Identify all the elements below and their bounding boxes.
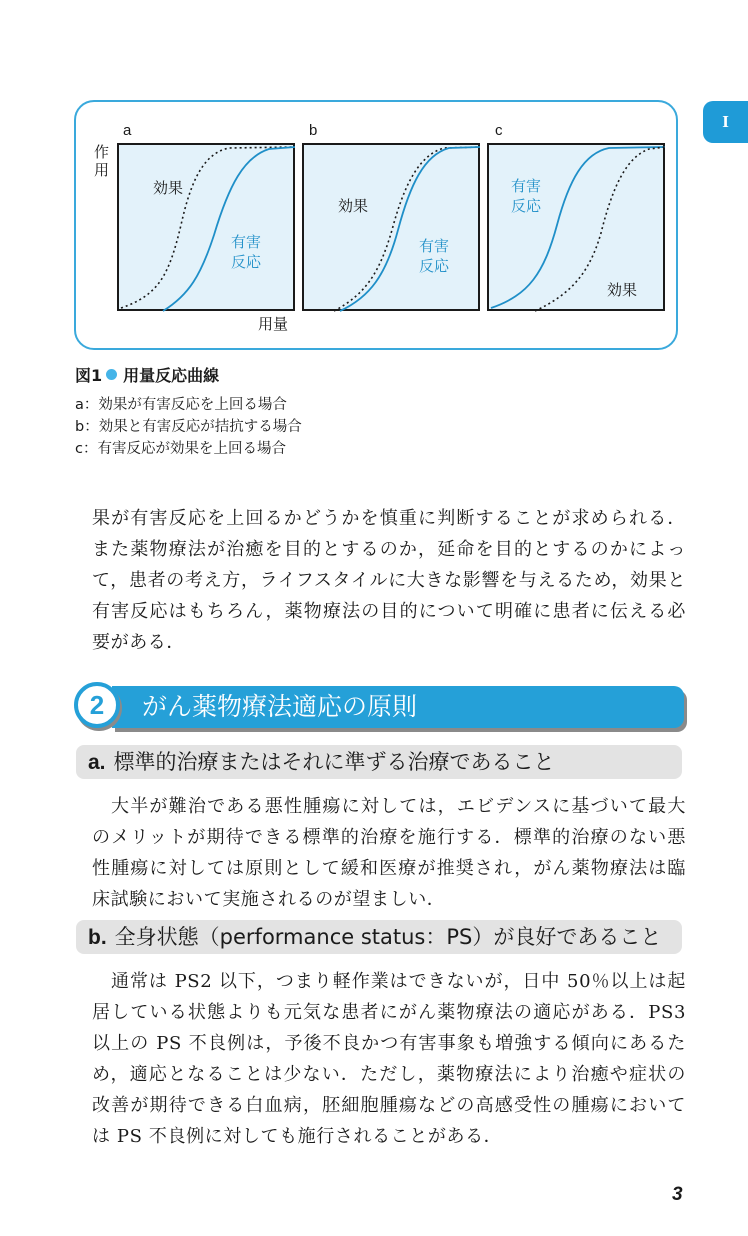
subsection-a-title: 標準的治療またはそれに準ずる治療であること [113,750,555,774]
figure-note-b: b：効果と有害反応が拮抗する場合 [75,419,302,435]
x-axis-label: 用量 [258,315,289,333]
subsection-b-title: 全身状態（performance status：PS）が良好であること [114,925,662,949]
panel-a-effect-curve [121,147,295,308]
caption-dot-icon [106,369,117,380]
panel-a-adverse-label-2: 反応 [231,253,262,271]
panel-b-adverse-curve [340,147,480,311]
panel-b-effect-curve [334,147,480,311]
panel-c-adverse-curve [491,147,665,308]
page-number: 3 [672,1184,683,1205]
section-title: がん薬物療法適応の原則 [142,692,418,721]
figure-caption [75,363,219,386]
y-axis-label: 作用 [94,143,110,179]
panel-c-letter: c [495,122,503,139]
chapter-tab: I [703,101,748,143]
panel-b [302,143,480,311]
panel-a-effect-label: 効果 [153,179,184,197]
intro-paragraph: 果が有害反応を上回るかどうかを慎重に判断することが求められる．また薬物療法が治癒を目的とするのか，延命を目的とするのかによって，患者の考え方，ライフスタイルに大きな影響を与えるため，効果と有害反応はもちろん，薬物療法の目的について明確に患者に伝える必要がある． [92,508,686,653]
panel-a-letter: a [123,122,132,139]
subsection-a-body: 大半が難治である悪性腫瘍に対しては，エビデンスに基づいて最大のメリットが期待できる標準的治療を施行する．標準的治療のない悪性腫瘍に対しては原則として緩和医療が推奨され，がん薬物療法は臨床試験において実施されるのが望ましい． [92,796,686,910]
figure-note-c: c：有害反応が効果を上回る場合 [75,441,286,457]
panel-c-effect-curve [535,147,665,311]
panel-b-curves [304,145,482,313]
figure-note-a: a：効果が有害反応を上回る場合 [75,397,287,413]
panel-c-curves [489,145,667,313]
section-number: 2 [74,682,120,728]
panel-a-curves [119,145,297,313]
panel-a-adverse-label-1: 有害 [231,233,262,251]
panel-b-letter: b [309,122,318,139]
subsection-a-heading [88,745,555,779]
panel-c-adverse-label-2: 反応 [511,197,542,215]
panel-a-adverse-curve [163,147,295,311]
panel-b-adverse-label-2: 反応 [419,257,450,275]
panel-a [117,143,295,311]
panel-b-adverse-label-1: 有害 [419,237,450,255]
panel-c-effect-label: 効果 [607,281,638,299]
figure-number: 図1 [75,366,103,385]
figure-title: 用量反応曲線 [123,366,220,385]
panel-c [487,143,665,311]
subsection-a-letter: a. [88,751,106,774]
subsection-b-letter: b. [88,926,107,949]
subsection-b-heading [88,920,661,954]
panel-b-effect-label: 効果 [338,197,369,215]
panel-c-adverse-label-1: 有害 [511,177,542,195]
subsection-b-body: 通常は PS2 以下，つまり軽作業はできないが，日中 50％以上は起居している状態よりも元気な患者にがん薬物療法の適応がある．PS3 以上の PS 不良例は，予後不良かつ有害事象も増強する傾向にあるため，適応となることは少ない．ただし，薬物療法により治癒や症状の改善が期待できる白血病，胚細胞腫瘍などの高感受性の腫瘍においては PS 不良例に対しても施行されることがある． [92,971,686,1147]
